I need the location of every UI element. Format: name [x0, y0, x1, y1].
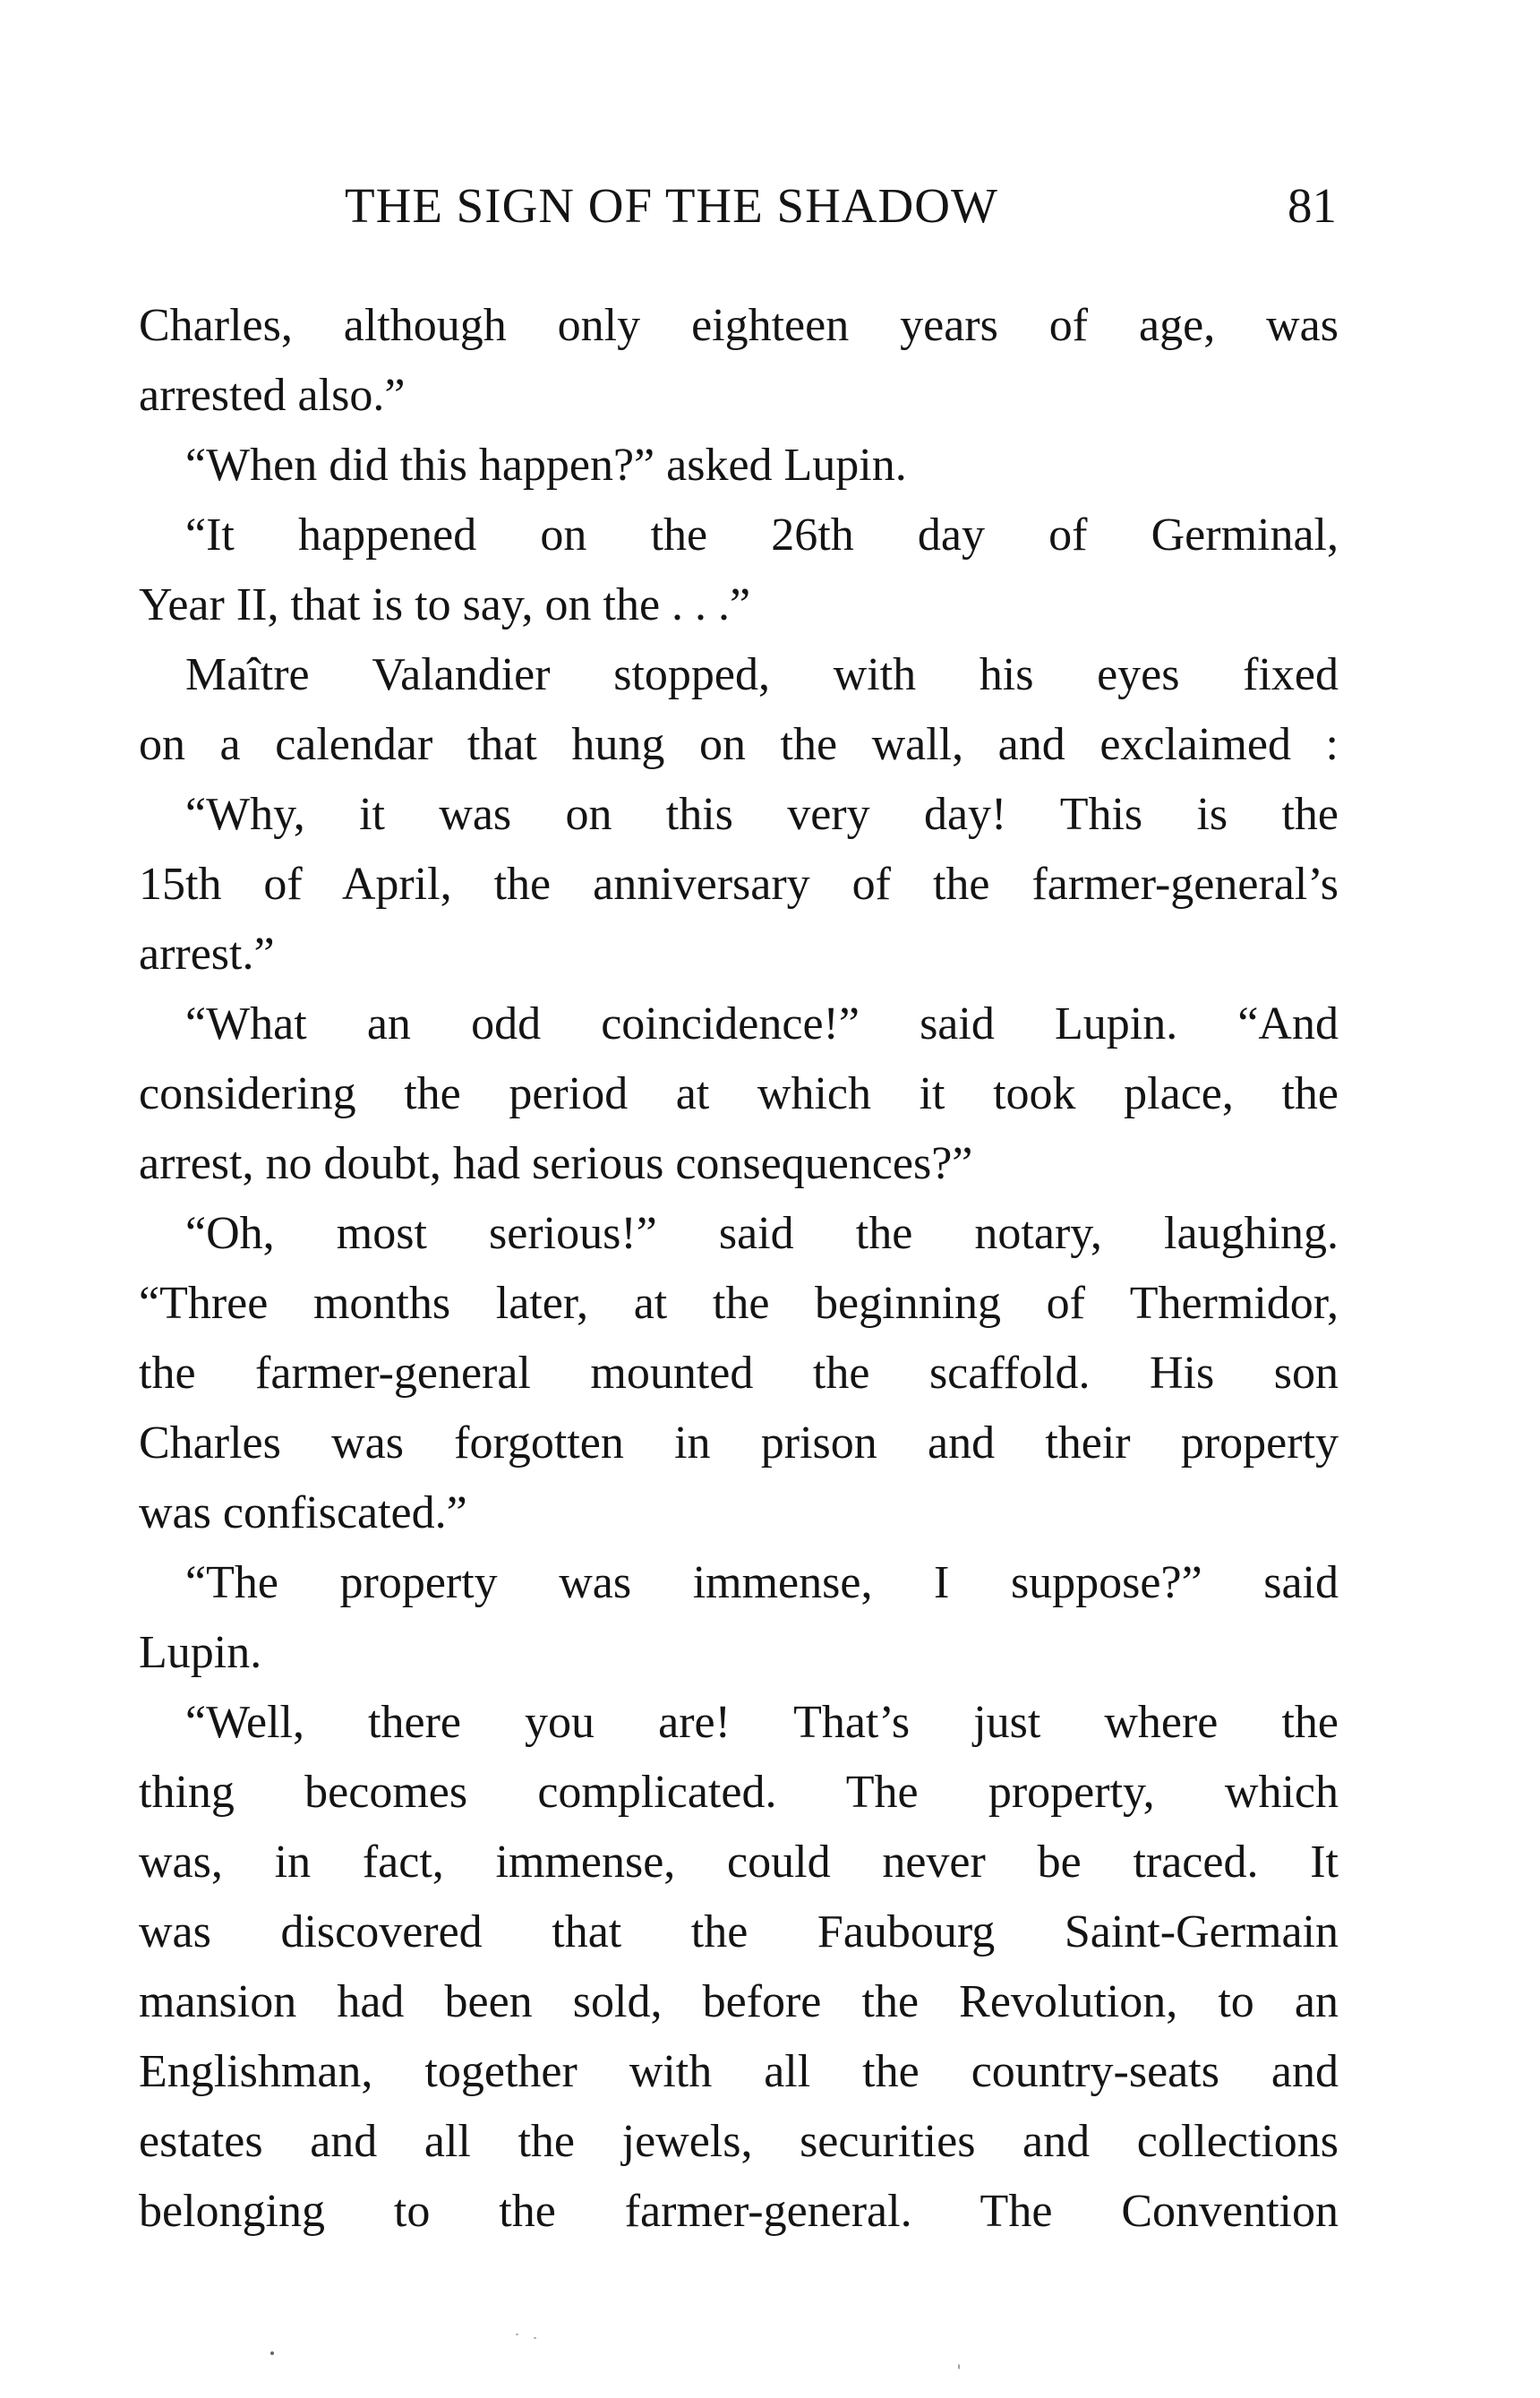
paper-speck	[534, 2337, 536, 2339]
running-title: THE SIGN OF THE SHADOW	[345, 178, 998, 233]
text-line: was confiscated.”	[139, 1487, 467, 1538]
text-line: Lupin.	[139, 1627, 262, 1678]
text-line: arrest.”	[139, 929, 275, 980]
text-line: 15th of April, the anniversary of the farmer-general’s	[139, 859, 1339, 910]
text-line: Charles was forgotten in prison and their property	[139, 1417, 1339, 1469]
paper-speck	[516, 2334, 518, 2335]
text-line: considering the period at which it took place, the	[139, 1068, 1339, 1119]
text-line: was, in fact, immense, could never be traced. It	[139, 1837, 1339, 1888]
text-line: Englishman, together with all the country-seats and	[139, 2046, 1339, 2097]
text-line: arrest, no doubt, had serious consequences?”	[139, 1138, 973, 1189]
text-line: belonging to the farmer-general. The Convention	[139, 2186, 1339, 2237]
text-line: “What an odd coincidence!” said Lupin. “And	[185, 998, 1339, 1049]
body-text	[139, 291, 1339, 2247]
text-line: “Three months later, at the beginning of Thermidor,	[139, 1278, 1339, 1329]
text-line: estates and all the jewels, securities and collections	[139, 2116, 1339, 2167]
text-line: “Well, there you are! That’s just where the	[185, 1697, 1339, 1748]
text-line: “Why, it was on this very day! This is the	[185, 789, 1339, 840]
text-line: was discovered that the Faubourg Saint-Germain	[139, 1906, 1339, 1957]
text-line: Year II, that is to say, on the . . .”	[139, 579, 751, 630]
running-head	[139, 177, 1339, 240]
text-line: Maître Valandier stopped, with his eyes fixed	[185, 649, 1339, 700]
paper-speck	[958, 2364, 960, 2369]
text-line: “It happened on the 26th day of Germinal,	[185, 510, 1339, 561]
text-line: mansion had been sold, before the Revolution, to an	[139, 1976, 1339, 2027]
text-line: “When did this happen?” asked Lupin.	[185, 440, 907, 491]
text-line: the farmer-general mounted the scaffold. His son	[139, 1348, 1339, 1399]
text-line: “The property was immense, I suppose?” said	[185, 1557, 1339, 1608]
paper-speck	[270, 2351, 274, 2355]
page-number: 81	[1288, 178, 1337, 233]
text-line: arrested also.”	[139, 370, 406, 421]
text-line: thing becomes complicated. The property, which	[139, 1767, 1339, 1818]
text-line: “Oh, most serious!” said the notary, laughing.	[185, 1208, 1339, 1259]
text-line: Charles, although only eighteen years of age, was	[139, 300, 1339, 351]
text-line: on a calendar that hung on the wall, and exclaimed :	[139, 719, 1339, 770]
